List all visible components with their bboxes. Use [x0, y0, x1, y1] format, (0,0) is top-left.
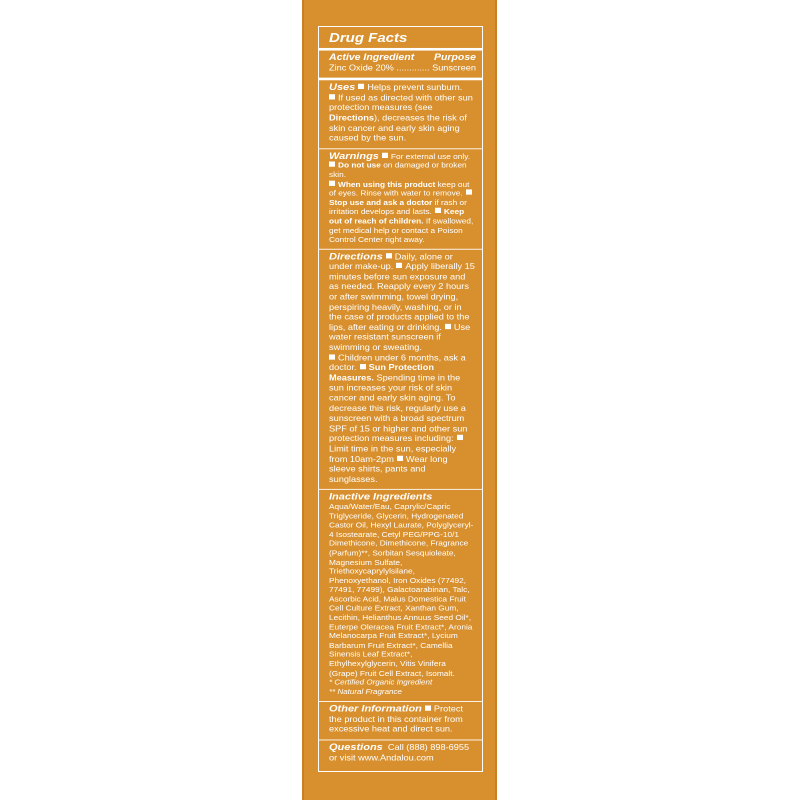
active-ingredient-heading: Active Ingredient	[329, 52, 415, 63]
warnings-item: if rash or irritation develops and lasts.	[329, 197, 467, 216]
bullet-icon	[382, 153, 388, 158]
uses-directions-ref: Directions	[329, 113, 374, 123]
uses-item: ), decreases the risk of skin cancer and early skin aging caused by the sun.	[329, 113, 467, 143]
organic-note: * Certified Organic Ingredient	[329, 678, 433, 687]
bullet-icon	[329, 354, 335, 359]
uses-section	[329, 80, 476, 148]
bullet-icon	[466, 190, 472, 195]
other-information-text: Protect the product in this container from excessive heat and direct sun.	[329, 704, 463, 734]
inactive-ingredients-list: Aqua/Water/Eau, Caprylic/Capric Triglyceride, Glycerin, Hydrogenated Castor Oil, Hexyl Laurate, Polyglyceryl-4 Isostearate, Cetyl PEG/PPG-10/1 Dimethicone, Dimethicone, Fragrance (Parfum)**, Sorbitan Sesquioleate, Magnesium Sulfate, Triethoxycaprylylsilane, Phenoxyethanol, Iron Oxides (77492, 77491, 77499), Galactoarabinan, Talc, Ascorbic Acid, Malus Domestica Fruit Cell Culture Extract, Xanthan Gum, Lecithin, Helianthus Annuus Seed Oil*, Euterpe Oleracea Fruit Extract*, Aronia Melanocarpa Fruit Extract*, Lycium Barbarum Fruit Extract*, Camellia Sinensis Leaf Extract*, Ethylhexylglycerin, Vitis Vinifera (Grape) Fruit Cell Extract, Isomalt.	[329, 501, 474, 678]
bullet-icon	[425, 706, 431, 711]
uses-item: Helps prevent sunburn.	[367, 83, 463, 92]
bullet-icon	[397, 455, 403, 460]
directions-item: Daily, alone or under make-up.	[329, 252, 453, 271]
directions-item: Children under 6 months, ask a doctor.	[329, 353, 466, 373]
active-ingredient-value: Zinc Oxide 20% .............	[329, 63, 430, 73]
directions-item: Apply liberally 15 minutes before sun exposure and as needed. Reapply every 2 hours or after swimming, towel drying, perspiring heavily, washing, or in the case of products applied to the lips, after eating or drinking.	[329, 262, 475, 332]
directions-item: Spending time in the sun increases your risk of skin cancer and early skin aging. To decrease this risk, regularly use a sunscreen with a broad spectrum SPF of 15 or higher and other sun protection measures including:	[329, 373, 468, 443]
uses-heading: Uses	[329, 82, 356, 93]
other-information-section	[329, 702, 476, 739]
panel-right-edge	[495, 0, 497, 800]
inactive-ingredients-heading: Inactive Ingredients	[329, 491, 433, 503]
warnings-item: on damaged or broken skin.	[329, 160, 467, 179]
bullet-icon	[435, 208, 441, 213]
warnings-bold: Stop use and ask a doctor	[329, 197, 433, 207]
questions-text: Call (888) 898-6955 or visit www.Andalou.com	[329, 743, 470, 762]
directions-item: Wear long sleeve shirts, pants and sunglasses.	[329, 454, 448, 484]
warnings-bold: Do not use	[338, 160, 381, 170]
inactive-ingredients-section	[329, 490, 476, 701]
bullet-icon	[329, 162, 335, 167]
other-information-heading: Other Information	[329, 703, 422, 715]
bullet-icon	[358, 84, 364, 89]
fragrance-note: ** Natural Fragrance	[329, 688, 402, 697]
active-ingredient-section	[329, 51, 476, 78]
directions-item: Use water resistant sunscreen if swimming or sweating.	[329, 322, 471, 352]
purpose-heading: Purpose	[433, 52, 476, 63]
bullet-icon	[386, 253, 392, 258]
warnings-bold: Keep out of reach of children.	[329, 207, 465, 226]
directions-bold: Sun Protection Measures.	[329, 363, 434, 383]
bullet-icon	[360, 364, 366, 369]
warnings-item: If swallowed, get medical help or contact a Poison Control Center right away.	[329, 216, 474, 244]
warnings-item: keep out of eyes. Rinse with water to remove.	[329, 179, 470, 198]
bullet-icon	[445, 324, 451, 329]
warnings-section	[329, 149, 476, 248]
questions-heading: Questions	[329, 742, 383, 753]
questions-section	[329, 740, 476, 767]
purpose-value: Sunscreen	[432, 63, 476, 73]
drug-facts-box	[318, 26, 483, 772]
warnings-heading: Warnings	[329, 150, 379, 162]
panel-left-edge	[302, 0, 304, 800]
drug-facts-title: Drug Facts	[329, 30, 408, 46]
bullet-icon	[329, 180, 335, 185]
bullet-icon	[329, 94, 335, 99]
warnings-bold: When using this product	[338, 179, 436, 189]
directions-section	[329, 249, 476, 489]
uses-item: If used as directed with other sun protection measures (see	[329, 93, 473, 113]
bullet-icon	[457, 435, 463, 440]
directions-item: Limit time in the sun, especially from 10am-2pm	[329, 444, 457, 464]
warnings-item: For external use only.	[390, 151, 471, 161]
directions-heading: Directions	[329, 251, 383, 262]
bullet-icon	[396, 263, 402, 268]
